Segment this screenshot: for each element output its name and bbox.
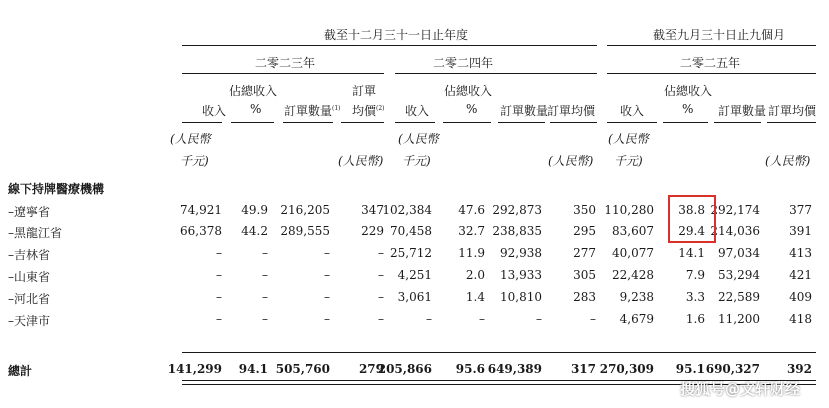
col-aov-2023: 訂單 [352, 84, 377, 98]
table-cell: – [262, 246, 268, 260]
table-cell: 409 [789, 290, 812, 304]
table-cell: – [324, 312, 330, 326]
col-revenue-2025: 收入 [620, 104, 645, 118]
table-cell: 4,251 [397, 268, 432, 282]
col-orders-2025: 訂單數量 [718, 104, 767, 118]
table-cell: 22,428 [612, 268, 654, 282]
col-share-pct-2024: % [466, 102, 478, 116]
table-cell: 74,921 [180, 203, 222, 217]
table-cell: 95.1 [675, 362, 705, 376]
table-cell: 13,933 [500, 268, 542, 282]
table-cell: 1.6 [685, 312, 705, 326]
col-share-pct-2025: % [682, 102, 694, 116]
table-cell: 92,938 [500, 246, 542, 260]
col-underline [663, 122, 708, 123]
col-revenue-2023: 收入 [202, 104, 227, 118]
table-cell: 3,061 [397, 290, 432, 304]
unit-rmb-k-2024: (人民幣 [398, 132, 439, 146]
col-share-pct-2023: % [250, 102, 262, 116]
table-cell: 649,389 [487, 362, 542, 376]
table-cell: 413 [789, 246, 812, 260]
table-cell: – [378, 312, 384, 326]
table-cell: 505,760 [275, 362, 330, 376]
row-label: –河北省 [8, 292, 51, 306]
table-cell: – [590, 312, 596, 326]
row-label: –山東省 [8, 270, 51, 284]
col-underline [714, 122, 761, 123]
section-title: 線下持牌醫療機構 [8, 182, 105, 196]
table-cell: 270,309 [599, 362, 654, 376]
year-underline-2023 [182, 73, 384, 74]
col-share-2025: 佔總收入 [664, 84, 713, 98]
unit-rmb-k-2023-line2: 千元) [180, 154, 209, 168]
table-cell: 49.9 [241, 203, 268, 217]
table-cell: 32.7 [458, 224, 485, 238]
col-underline [443, 122, 491, 123]
table-cell: 9,238 [619, 290, 654, 304]
table-cell: – [324, 246, 330, 260]
col-underline [341, 122, 384, 123]
table-cell: 29.4 [678, 224, 705, 238]
table-cell: 22,589 [718, 290, 760, 304]
year-underline-2025 [607, 73, 816, 74]
table-cell: 47.6 [458, 203, 485, 217]
table-cell: – [479, 312, 485, 326]
year-header-2024: 二零二四年 [433, 56, 494, 70]
col-underline [283, 122, 333, 123]
table-cell: 283 [573, 290, 596, 304]
table-cell: 53,294 [718, 268, 760, 282]
col-underline [767, 122, 816, 123]
table-cell: 11,200 [718, 312, 760, 326]
table-cell: – [378, 290, 384, 304]
col-aov-2025: 訂單均價 [768, 104, 817, 118]
table-cell: 391 [789, 224, 812, 238]
table-cell: 83,607 [612, 224, 654, 238]
col-underline [607, 122, 657, 123]
table-cell: 40,077 [612, 246, 654, 260]
table-cell: – [324, 290, 330, 304]
table-cell: 216,205 [280, 203, 330, 217]
table-cell: – [262, 268, 268, 282]
table-cell: – [324, 268, 330, 282]
table-cell: 44.2 [241, 224, 268, 238]
year-underline-2024 [395, 73, 597, 74]
table-cell: 347 [361, 203, 384, 217]
table-cell: 70,458 [390, 224, 432, 238]
table-cell: 2.0 [465, 268, 485, 282]
table-cell: 4,679 [619, 312, 654, 326]
period-underline-year-end [182, 45, 597, 46]
period-underline-nine-months [607, 45, 816, 46]
col-underline [550, 122, 597, 123]
col-share-2024: 佔總收入 [444, 84, 493, 98]
table-cell: 350 [573, 203, 596, 217]
table-cell: – [216, 290, 222, 304]
col-underline [395, 122, 435, 123]
table-cell: 392 [786, 362, 812, 376]
table-cell: 7.9 [685, 268, 705, 282]
year-header-2025: 二零二五年 [680, 56, 741, 70]
unit-rmb-2025: (人民幣) [765, 154, 811, 168]
table-cell: 305 [573, 268, 596, 282]
table-cell: – [536, 312, 542, 326]
table-cell: 238,835 [492, 224, 542, 238]
table-cell: – [216, 312, 222, 326]
row-label: 總計 [8, 364, 33, 378]
col-aov-2024: 訂單均價 [547, 104, 596, 118]
table-cell: 289,555 [280, 224, 330, 238]
total-top-rule [182, 352, 816, 353]
col-underline [182, 122, 222, 123]
unit-rmb-2023: (人民幣) [338, 154, 384, 168]
table-cell: 317 [570, 362, 596, 376]
row-label: –黑龍江省 [8, 226, 63, 240]
unit-rmb-k-2025-line2: 千元) [614, 154, 643, 168]
table-cell: 214,036 [710, 224, 760, 238]
col-orders-2024: 訂單數量 [500, 104, 549, 118]
table-cell: 110,280 [604, 203, 654, 217]
table-cell: 292,873 [492, 203, 542, 217]
col-orders-2023: 訂單數量$^{(1)}$ [284, 104, 341, 118]
table-cell: 3.3 [685, 290, 705, 304]
table-cell: – [262, 312, 268, 326]
table-cell: 102,384 [382, 203, 432, 217]
table-cell: – [426, 312, 432, 326]
highlight-box [668, 195, 716, 243]
table-cell: 1.4 [465, 290, 485, 304]
period-header-year-end: 截至十二月三十一日止年度 [324, 28, 469, 42]
table-cell: 205,866 [377, 362, 432, 376]
table-cell: 377 [789, 203, 812, 217]
year-header-2023: 二零二三年 [255, 56, 316, 70]
table-cell: – [262, 290, 268, 304]
table-cell: 38.8 [678, 203, 705, 217]
period-header-nine-months: 截至九月三十日止九個月 [653, 28, 786, 42]
table-cell: 421 [789, 268, 812, 282]
table-cell: 66,378 [180, 224, 222, 238]
unit-rmb-k-2023: (人民幣 [170, 132, 211, 146]
table-cell: 14.1 [678, 246, 705, 260]
table-cell: 292,174 [710, 203, 760, 217]
col-revenue-2024: 收入 [405, 104, 430, 118]
watermark: 搜狐号@文轩财经 [680, 380, 801, 398]
unit-rmb-k-2025: (人民幣 [608, 132, 649, 146]
table-cell: 94.1 [238, 362, 268, 376]
table-cell: – [378, 268, 384, 282]
table-cell: 690,327 [705, 362, 760, 376]
table-cell: 141,299 [167, 362, 222, 376]
unit-rmb-k-2024-line2: 千元) [402, 154, 431, 168]
unit-rmb-2024: (人民幣) [548, 154, 594, 168]
table-cell: 25,712 [390, 246, 432, 260]
table-cell: 295 [573, 224, 596, 238]
table-cell: 10,810 [500, 290, 542, 304]
col-aov-2023-line2: 均價$^{(2)}$ [352, 104, 385, 118]
row-label: –天津市 [8, 314, 51, 328]
row-label: –遼寧省 [8, 205, 51, 219]
table-cell: 229 [361, 224, 384, 238]
table-cell: 97,034 [718, 246, 760, 260]
col-underline [498, 122, 545, 123]
table-cell: – [378, 246, 384, 260]
table-cell: 277 [573, 246, 596, 260]
table-cell: 95.6 [455, 362, 485, 376]
table-cell: – [216, 246, 222, 260]
row-label: –吉林省 [8, 248, 51, 262]
table-cell: 279 [358, 362, 384, 376]
col-underline [231, 122, 274, 123]
table-cell: – [216, 268, 222, 282]
table-cell: 11.9 [458, 246, 485, 260]
table-cell: 418 [789, 312, 812, 326]
col-share-2023: 佔總收入 [229, 84, 278, 98]
